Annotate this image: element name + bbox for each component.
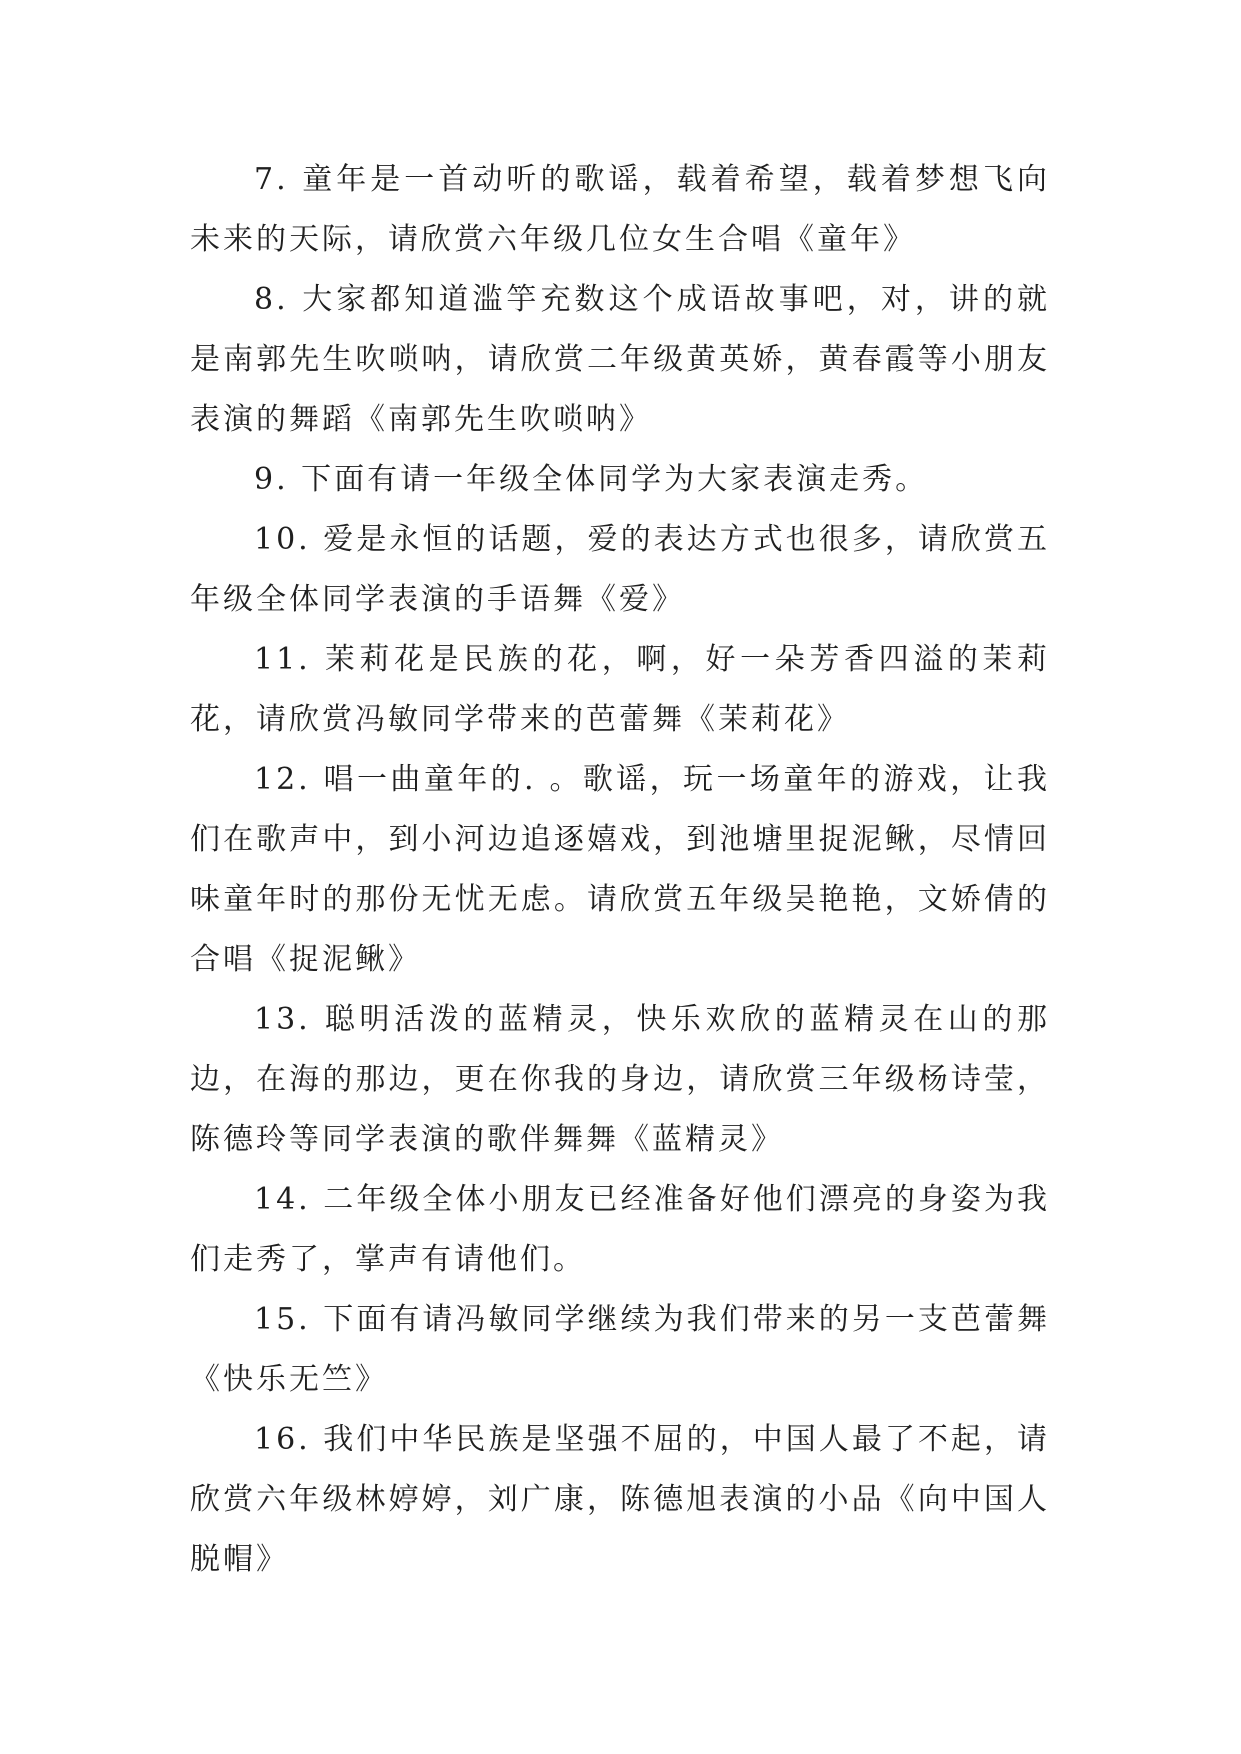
paragraph-15: 15. 下面有请冯敏同学继续为我们带来的另一支芭蕾舞《快乐无竺》 (190, 1302, 1050, 1397)
paragraph-8: 8. 大家都知道滥竽充数这个成语故事吧，对，讲的就是南郭先生吹唢呐，请欣赏二年级黄英娇，黄春霞等小朋友表演的舞蹈《南郭先生吹唢呐》 (190, 282, 1050, 437)
paragraph-13: 13. 聪明活泼的蓝精灵，快乐欢欣的蓝精灵在山的那边，在海的那边，更在你我的身边，请欣赏三年级杨诗莹，陈德玲等同学表演的歌伴舞舞《蓝精灵》 (190, 1002, 1050, 1157)
document-body (190, 150, 1050, 1590)
paragraph-11: 11. 茉莉花是民族的花，啊，好一朵芳香四溢的茉莉花，请欣赏冯敏同学带来的芭蕾舞《茉莉花》 (190, 642, 1050, 737)
paragraph-14: 14. 二年级全体小朋友已经准备好他们漂亮的身姿为我们走秀了，掌声有请他们。 (190, 1182, 1050, 1277)
paragraph-10: 10. 爱是永恒的话题，爱的表达方式也很多，请欣赏五年级全体同学表演的手语舞《爱》 (190, 522, 1050, 617)
paragraph-7: 7. 童年是一首动听的歌谣，载着希望，载着梦想飞向未来的天际，请欣赏六年级几位女生合唱《童年》 (190, 162, 1050, 257)
paragraph-12: 12. 唱一曲童年的. 。歌谣，玩一场童年的游戏，让我们在歌声中，到小河边追逐嬉戏，到池塘里捉泥鳅，尽情回味童年时的那份无忧无虑。请欣赏五年级吴艳艳，文娇倩的合唱《捉泥鳅》 (190, 762, 1050, 977)
paragraph-16: 16. 我们中华民族是坚强不屈的，中国人最了不起，请欣赏六年级林婷婷，刘广康，陈德旭表演的小品《向中国人脱帽》 (190, 1422, 1050, 1577)
paragraph-9: 9. 下面有请一年级全体同学为大家表演走秀。 (254, 462, 929, 497)
